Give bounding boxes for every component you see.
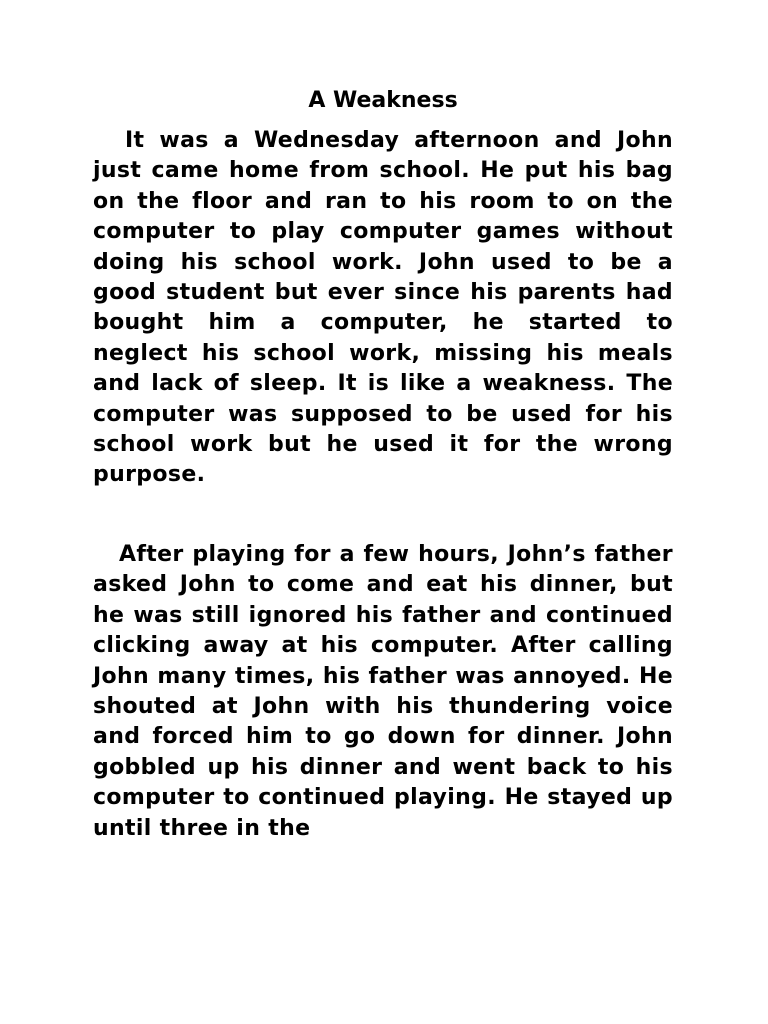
- document-page: [93, 86, 673, 844]
- document-title: A Weakness: [308, 88, 458, 113]
- paragraph-1: It was a Wednesday afternoon and John just came home from school. He put his bag on the floor and ran to his room to on the computer to play computer games without doing his school work. John used to be a good student but ever since his parents had bought him a computer, he started to neglect his school work, missing his meals and lack of sleep. It is like a weakness. The computer was supposed to be used for his school work but he used it for the wrong purpose.: [93, 128, 673, 488]
- paragraph-2: After playing for a few hours, John’s father asked John to come and eat his dinner, but he was still ignored his father and continued clicking away at his computer. After calling John many times, his father was annoyed. He shouted at John with his thundering voice and forced him to go down for dinner. John gobbled up his dinner and went back to his computer to continued playing. He stayed up until three in the: [93, 541, 673, 841]
